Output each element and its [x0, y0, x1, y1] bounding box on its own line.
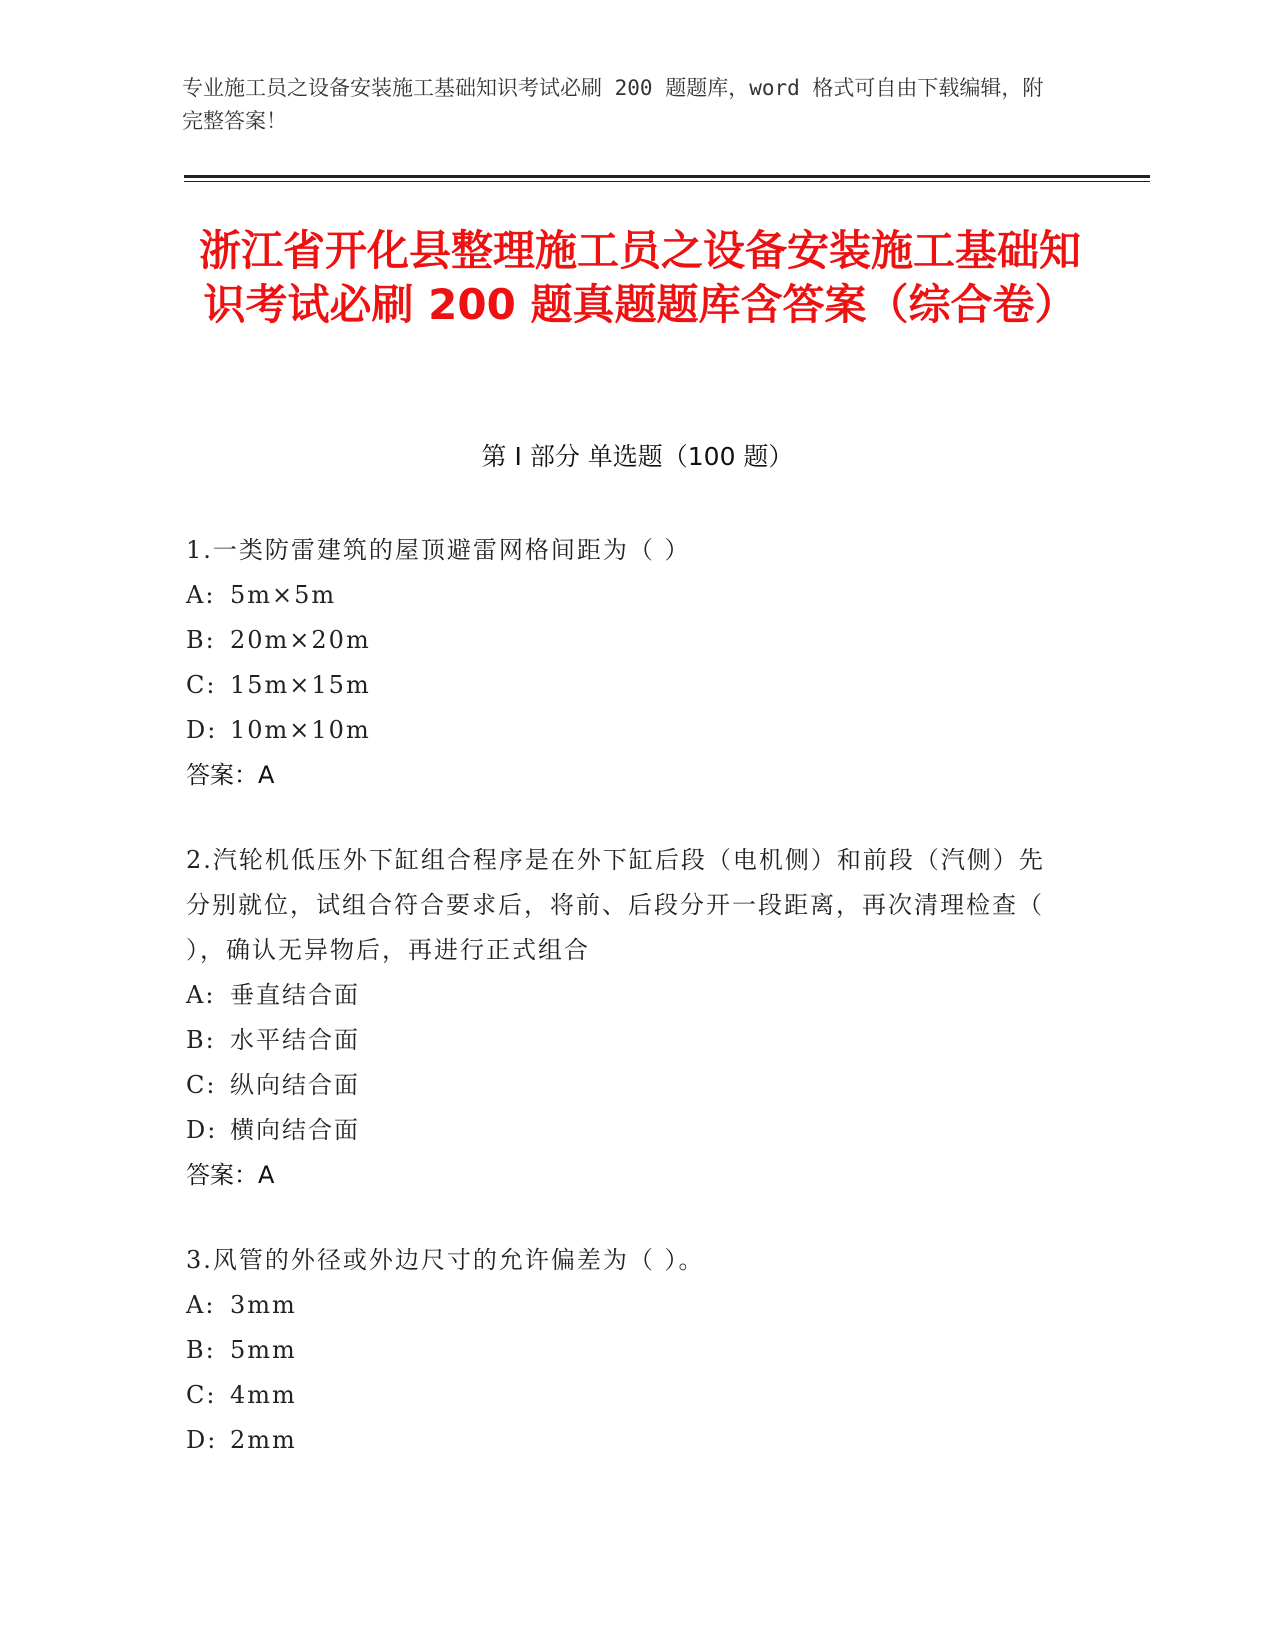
option-letter: B: — [186, 1336, 216, 1364]
section-title: 第 I 部分 单选题（100 题） — [481, 442, 794, 471]
header-divider-thin — [184, 181, 1150, 182]
option-d — [186, 1418, 1066, 1463]
option-text: 15m×15m — [230, 671, 371, 699]
option-text: 水平结合面 — [230, 1026, 360, 1054]
answer: 答案：A — [186, 1161, 275, 1189]
option-a — [186, 973, 1066, 1018]
option-a — [186, 573, 1066, 618]
question-1 — [186, 528, 1066, 798]
option-text: 3mm — [230, 1291, 297, 1319]
header-note: 专业施工员之设备安装施工基础知识考试必刷 200 题题库，word 格式可自由下载编辑，附完整答案！ — [182, 76, 1044, 133]
option-text: 垂直结合面 — [230, 981, 360, 1009]
header-divider-thick — [184, 175, 1150, 178]
option-letter: C: — [186, 1071, 217, 1099]
question-stem: 3.风管的外径或外边尺寸的允许偏差为（ ）。 — [186, 1246, 705, 1274]
question-2 — [186, 838, 1066, 1198]
option-letter: D: — [186, 1426, 218, 1454]
option-text: 5m×5m — [230, 581, 337, 609]
question-stem: 2.汽轮机低压外下缸组合程序是在外下缸后段（电机侧）和前段（汽侧）先分别就位，试组合符合要求后，将前、后段分开一段距离，再次清理检查（ ），确认无异物后，再进行正式组合 — [186, 846, 1045, 964]
question-stem: 1.一类防雷建筑的屋顶避雷网格间距为（ ） — [186, 536, 691, 564]
option-text: 纵向结合面 — [230, 1071, 360, 1099]
option-b — [186, 1328, 1066, 1373]
option-text: 5mm — [230, 1336, 297, 1364]
option-letter: A: — [186, 1291, 216, 1319]
option-a — [186, 1283, 1066, 1328]
option-letter: C: — [186, 1381, 217, 1409]
option-letter: A: — [186, 981, 216, 1009]
option-b — [186, 1018, 1066, 1063]
option-text: 20m×20m — [230, 626, 371, 654]
option-d — [186, 1108, 1066, 1153]
option-letter: D: — [186, 716, 218, 744]
answer: 答案：A — [186, 761, 275, 789]
option-letter: B: — [186, 1026, 216, 1054]
document-title: 浙江省开化县整理施工员之设备安装施工基础知识考试必刷 200 题真题题库含答案（综合卷） — [198, 226, 1081, 329]
option-letter: A: — [186, 581, 216, 609]
question-list — [186, 528, 1066, 1503]
option-c — [186, 1063, 1066, 1108]
option-d — [186, 708, 1066, 753]
option-text: 横向结合面 — [230, 1116, 360, 1144]
option-text: 10m×10m — [230, 716, 371, 744]
option-letter: B: — [186, 626, 216, 654]
option-b — [186, 618, 1066, 663]
question-3 — [186, 1238, 1066, 1463]
option-c — [186, 1373, 1066, 1418]
option-text: 2mm — [230, 1426, 297, 1454]
option-c — [186, 663, 1066, 708]
option-text: 4mm — [230, 1381, 297, 1409]
option-letter: C: — [186, 671, 217, 699]
option-letter: D: — [186, 1116, 218, 1144]
